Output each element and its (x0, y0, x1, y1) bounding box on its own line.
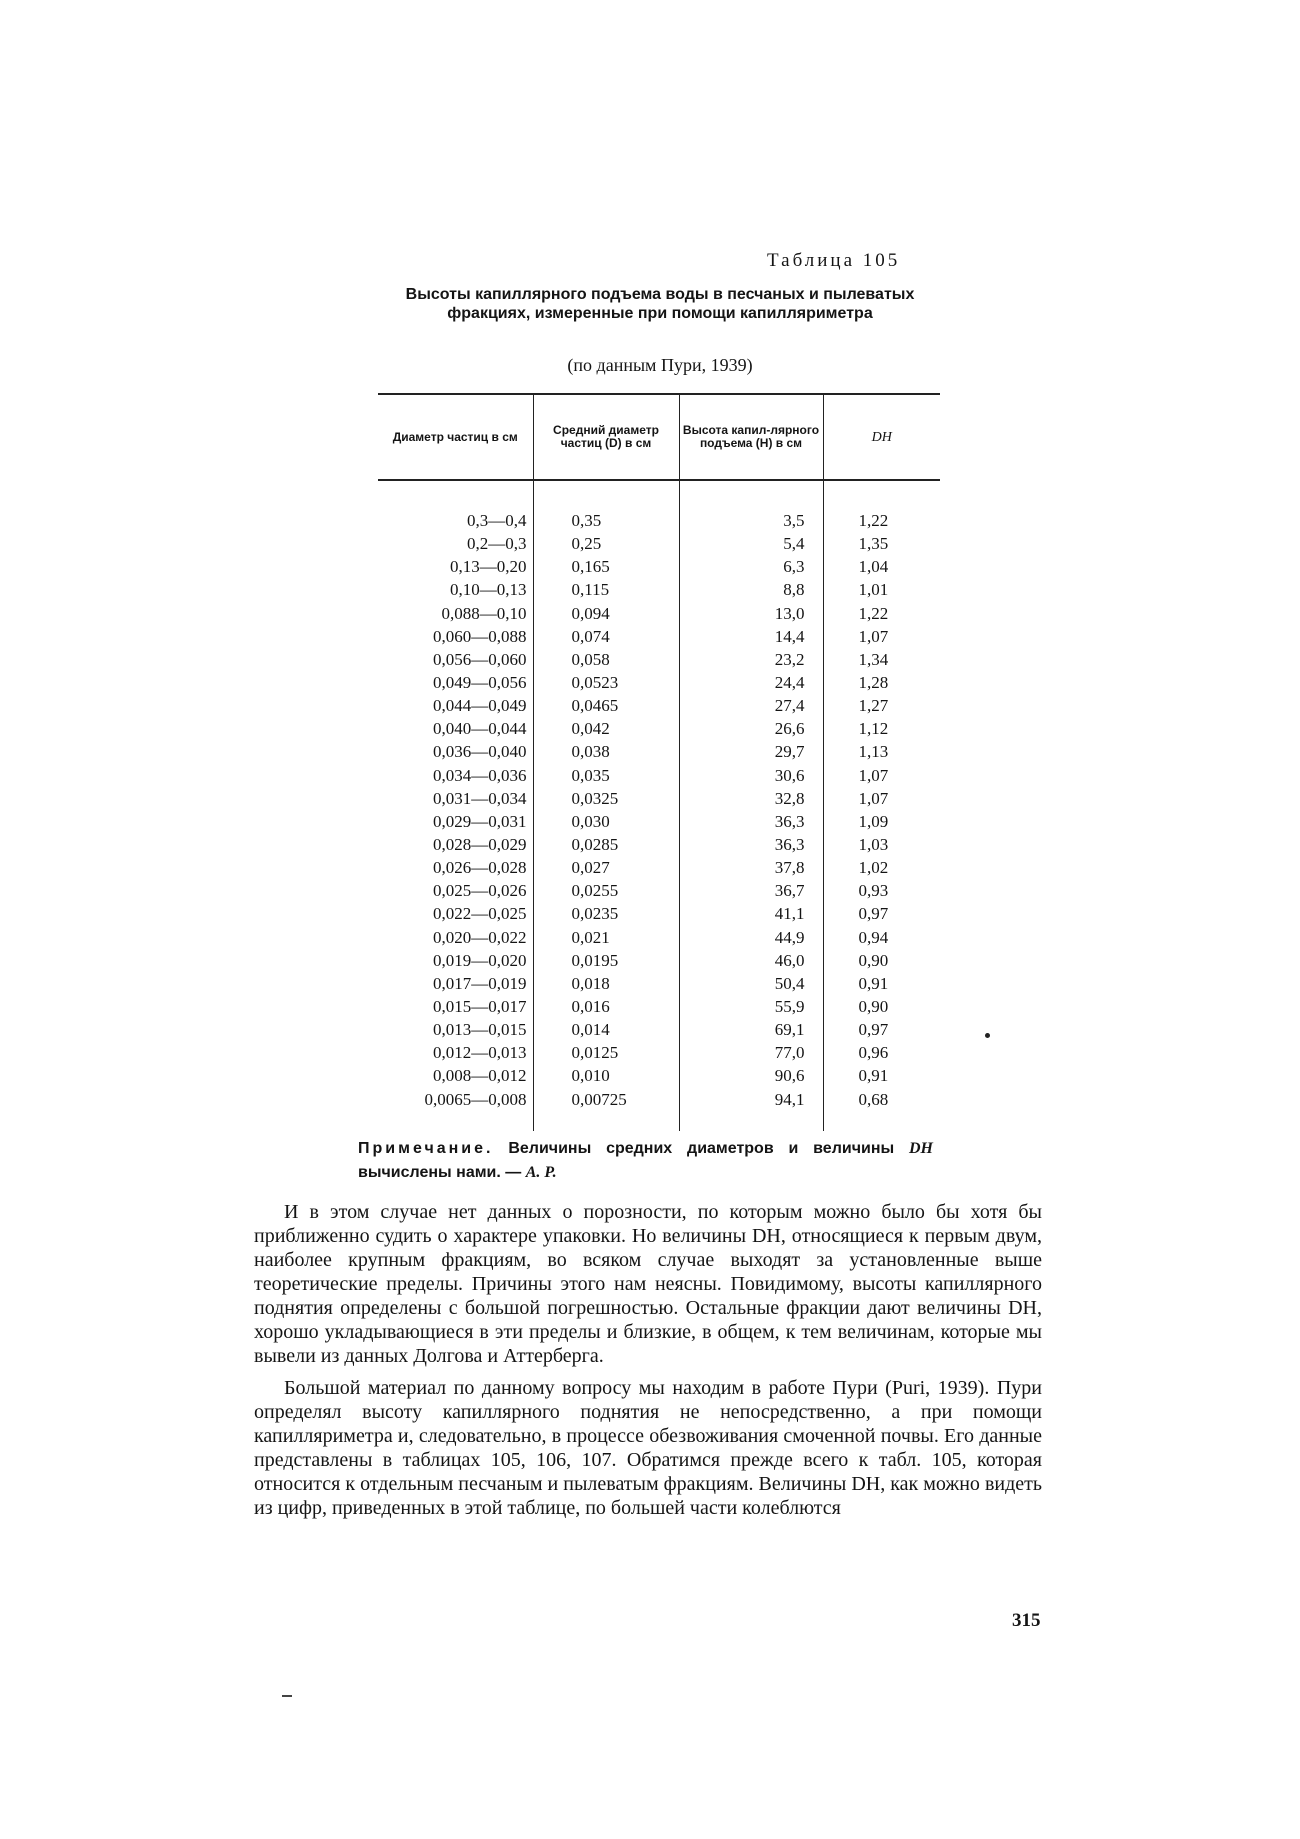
cell-capillary-height: 29,7 (679, 740, 823, 763)
cell-diameter-range: 0,025—0,026 (378, 879, 533, 902)
cell-mean-diameter: 0,018 (533, 972, 679, 995)
table-row (378, 902, 940, 925)
table-row (378, 856, 940, 879)
cell-dh: 1,27 (858, 696, 889, 716)
header-mean-diameter: Средний диаметр частиц (D) в см (533, 394, 679, 480)
table-body (378, 480, 940, 1131)
cell-dh: 1,12 (858, 719, 889, 739)
cell-dh: 1,04 (858, 557, 889, 577)
cell-mean-diameter: 0,0235 (533, 902, 679, 925)
header-capillary-height: Высота капил-лярного подъема (H) в см (679, 394, 823, 480)
cell-diameter-range: 0,022—0,025 (378, 902, 533, 925)
cell-capillary-height: 90,6 (679, 1064, 823, 1087)
cell-dh: 0,68 (858, 1089, 889, 1109)
cell-mean-diameter: 0,014 (533, 1018, 679, 1041)
cell-diameter-range: 0,088—0,10 (378, 602, 533, 625)
cell-dh: 1,22 (858, 511, 889, 531)
cell-dh: 1,35 (858, 534, 889, 554)
cell-capillary-height: 8,8 (679, 578, 823, 601)
cell-diameter-range: 0,029—0,031 (378, 810, 533, 833)
cell-capillary-height: 77,0 (679, 1041, 823, 1064)
cell-capillary-height: 44,9 (679, 926, 823, 949)
cell-capillary-height: 23,2 (679, 648, 823, 671)
cell-capillary-height: 69,1 (679, 1018, 823, 1041)
table-row (378, 717, 940, 740)
cell-dh: 0,97 (858, 904, 889, 924)
cell-diameter-range: 0,049—0,056 (378, 671, 533, 694)
table-row (378, 625, 940, 648)
cell-diameter-range: 0,10—0,13 (378, 578, 533, 601)
cell-diameter-range: 0,3—0,4 (378, 509, 533, 532)
table-row (378, 810, 940, 833)
cell-diameter-range: 0,012—0,013 (378, 1041, 533, 1064)
cell-mean-diameter: 0,0523 (533, 671, 679, 694)
cell-diameter-range: 0,034—0,036 (378, 764, 533, 787)
cell-capillary-height: 26,6 (679, 717, 823, 740)
cell-diameter-range: 0,020—0,022 (378, 926, 533, 949)
cell-mean-diameter: 0,035 (533, 764, 679, 787)
table-row (378, 555, 940, 578)
cell-mean-diameter: 0,021 (533, 926, 679, 949)
cell-dh: 1,28 (858, 673, 889, 693)
cell-mean-diameter: 0,0325 (533, 787, 679, 810)
cell-dh: 1,07 (858, 765, 889, 785)
table-label: Таблица 105 (767, 250, 901, 271)
cell-mean-diameter: 0,115 (533, 578, 679, 601)
cell-capillary-height: 6,3 (679, 555, 823, 578)
cell-diameter-range: 0,056—0,060 (378, 648, 533, 671)
table-row (378, 694, 940, 717)
cell-capillary-height: 27,4 (679, 694, 823, 717)
cell-diameter-range: 0,036—0,040 (378, 740, 533, 763)
cell-dh: 1,07 (858, 788, 889, 808)
cell-mean-diameter: 0,074 (533, 625, 679, 648)
table-row (378, 1041, 940, 1064)
cell-diameter-range: 0,031—0,034 (378, 787, 533, 810)
cell-dh: 0,93 (858, 881, 889, 901)
table-row (378, 995, 940, 1018)
cell-mean-diameter: 0,016 (533, 995, 679, 1018)
cell-diameter-range: 0,026—0,028 (378, 856, 533, 879)
cell-dh: 1,09 (858, 811, 889, 831)
cell-diameter-range: 0,040—0,044 (378, 717, 533, 740)
cell-dh: 1,13 (858, 742, 889, 762)
cell-capillary-height: 50,4 (679, 972, 823, 995)
cell-mean-diameter: 0,027 (533, 856, 679, 879)
cell-capillary-height: 32,8 (679, 787, 823, 810)
cell-mean-diameter: 0,00725 (533, 1088, 679, 1111)
cell-capillary-height: 37,8 (679, 856, 823, 879)
header-diameter: Диаметр частиц в см (378, 394, 533, 480)
cell-dh: 0,91 (858, 1066, 889, 1086)
table-row (378, 926, 940, 949)
note-dh: DH (909, 1140, 933, 1157)
cell-dh: 1,02 (858, 858, 889, 878)
table-row (378, 1018, 940, 1041)
cell-mean-diameter: 0,0195 (533, 949, 679, 972)
scan-speck (985, 1033, 990, 1038)
cell-capillary-height: 36,3 (679, 833, 823, 856)
cell-diameter-range: 0,13—0,20 (378, 555, 533, 578)
data-table (378, 393, 940, 1131)
cell-mean-diameter: 0,042 (533, 717, 679, 740)
table-caption: Высоты капиллярного подъема воды в песчаных и пылеватых фракциях, измеренные при помощи капилляриметра (405, 286, 915, 322)
cell-dh: 1,03 (858, 835, 889, 855)
cell-mean-diameter: 0,35 (533, 509, 679, 532)
cell-dh: 0,97 (858, 1020, 889, 1040)
note-title: Примечание. (358, 1140, 494, 1157)
cell-mean-diameter: 0,094 (533, 602, 679, 625)
cell-diameter-range: 0,044—0,049 (378, 694, 533, 717)
table-row (378, 602, 940, 625)
note-text-after: вычислены нами. — (358, 1164, 522, 1181)
table-row (378, 1088, 940, 1111)
cell-dh: 1,07 (858, 626, 889, 646)
note-text-before: Величины средних диаметров и величины (508, 1140, 895, 1157)
table-row (378, 740, 940, 763)
cell-mean-diameter: 0,030 (533, 810, 679, 833)
table-row (378, 532, 940, 555)
cell-mean-diameter: 0,0125 (533, 1041, 679, 1064)
cell-diameter-range: 0,017—0,019 (378, 972, 533, 995)
cell-dh: 1,34 (858, 649, 889, 669)
cell-mean-diameter: 0,0465 (533, 694, 679, 717)
cell-mean-diameter: 0,0285 (533, 833, 679, 856)
scan-mark (282, 1695, 292, 1697)
cell-diameter-range: 0,008—0,012 (378, 1064, 533, 1087)
cell-capillary-height: 30,6 (679, 764, 823, 787)
table-note (358, 1137, 933, 1185)
cell-diameter-range: 0,2—0,3 (378, 532, 533, 555)
paragraph: И в этом случае нет данных о порозности, по которым можно было бы хотя бы приближенно судить о характере упаковки. Но величины DH, относящиеся к первым двум, наиболее крупным фракциям, во всяком случае выходят за установленные выше теоретические пределы. Причины этого нам неясны. Повидимому, высоты капиллярного поднятия определены с большой погрешностью. Остальные фракции дают величины DH, хорошо укладывающиеся в эти пределы и близкие, в общем, к тем величинам, которые мы вывели из данных Долгова и Аттерберга. (254, 1201, 1042, 1367)
cell-mean-diameter: 0,038 (533, 740, 679, 763)
cell-capillary-height: 46,0 (679, 949, 823, 972)
cell-diameter-range: 0,028—0,029 (378, 833, 533, 856)
cell-capillary-height: 55,9 (679, 995, 823, 1018)
cell-capillary-height: 36,7 (679, 879, 823, 902)
cell-capillary-height: 3,5 (679, 509, 823, 532)
cell-capillary-height: 24,4 (679, 671, 823, 694)
table-row (378, 764, 940, 787)
table-row (378, 787, 940, 810)
table-source: (по данным Пури, 1939) (567, 355, 753, 375)
cell-capillary-height: 14,4 (679, 625, 823, 648)
cell-mean-diameter: 0,25 (533, 532, 679, 555)
table-row (378, 648, 940, 671)
table-row (378, 972, 940, 995)
cell-capillary-height: 5,4 (679, 532, 823, 555)
table-row (378, 833, 940, 856)
body-text (254, 1200, 1042, 1520)
cell-capillary-height: 13,0 (679, 602, 823, 625)
cell-diameter-range: 0,060—0,088 (378, 625, 533, 648)
table-header-row (378, 394, 940, 480)
table-row (378, 578, 940, 601)
table-row (378, 949, 940, 972)
table-row (378, 671, 940, 694)
cell-diameter-range: 0,0065—0,008 (378, 1088, 533, 1111)
cell-dh: 0,90 (858, 997, 889, 1017)
table-row (378, 1064, 940, 1087)
cell-diameter-range: 0,019—0,020 (378, 949, 533, 972)
cell-capillary-height: 94,1 (679, 1088, 823, 1111)
cell-dh: 0,96 (858, 1043, 889, 1063)
cell-capillary-height: 36,3 (679, 810, 823, 833)
cell-mean-diameter: 0,058 (533, 648, 679, 671)
cell-diameter-range: 0,013—0,015 (378, 1018, 533, 1041)
table-row (378, 509, 940, 532)
cell-mean-diameter: 0,010 (533, 1064, 679, 1087)
cell-mean-diameter: 0,0255 (533, 879, 679, 902)
cell-capillary-height: 41,1 (679, 902, 823, 925)
cell-dh: 0,94 (858, 927, 889, 947)
header-dh: DH (823, 394, 940, 480)
cell-mean-diameter: 0,165 (533, 555, 679, 578)
table-row (378, 879, 940, 902)
cell-dh: 1,22 (858, 603, 889, 623)
page-number: 315 (1012, 1610, 1041, 1631)
note-author: А. Р. (525, 1164, 557, 1181)
paragraph: Большой материал по данному вопросу мы находим в работе Пури (Puri, 1939). Пури определял высоту капиллярного поднятия не непосредственно, а при помощи капилляриметра и, следовательно, в процессе обезвоживания смоченной почвы. Его данные представлены в таблицах 105, 106, 107. Обратимся прежде всего к табл. 105, которая относится к отдельным песчаным и пылеватым фракциям. Величины DH, как можно видеть из цифр, приведенных в этой таблице, по большей части колеблются (254, 1377, 1042, 1519)
cell-dh: 0,90 (858, 950, 889, 970)
cell-diameter-range: 0,015—0,017 (378, 995, 533, 1018)
data-table-container (378, 393, 940, 1131)
cell-dh: 0,91 (858, 973, 889, 993)
cell-dh: 1,01 (858, 580, 889, 600)
